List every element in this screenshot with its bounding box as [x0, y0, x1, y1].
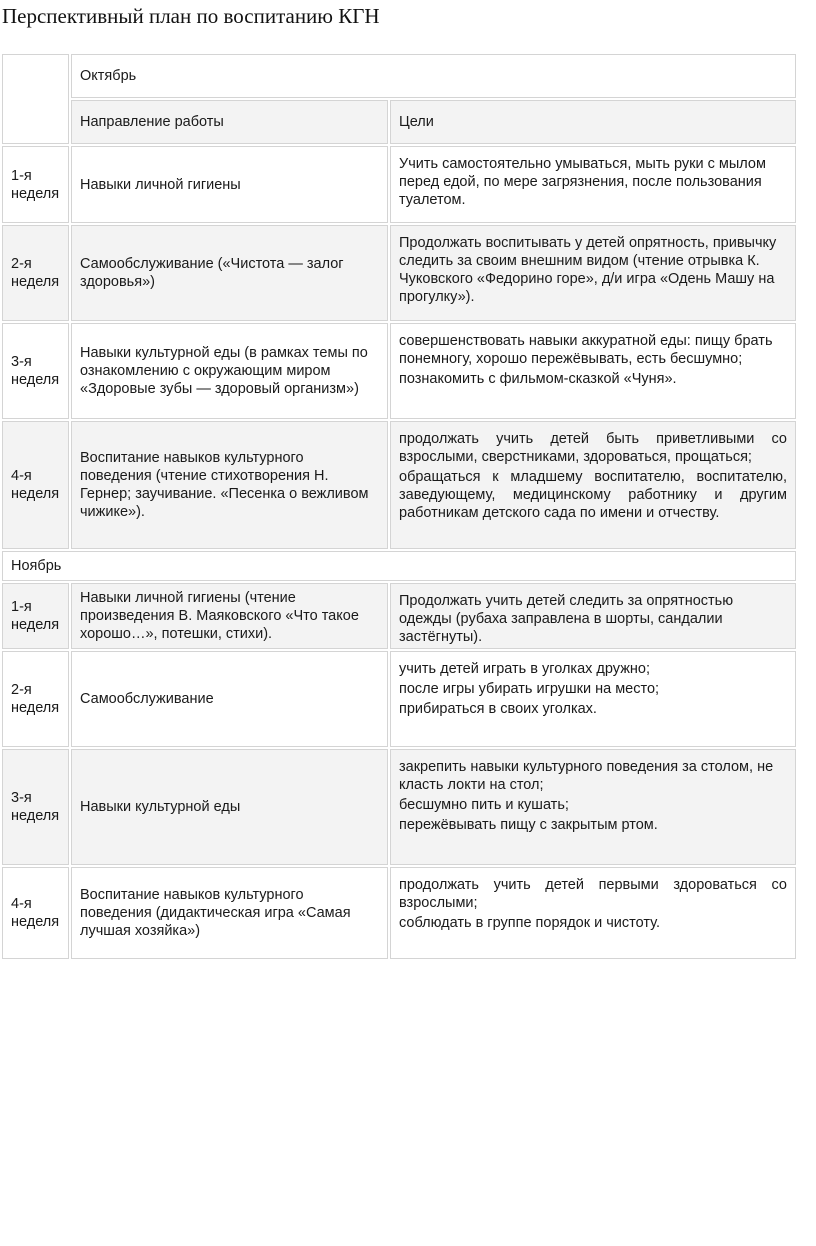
- goals-cell: [390, 323, 796, 419]
- goals-cell: [390, 583, 796, 649]
- goals-cell: [390, 225, 796, 321]
- goals-cell: [390, 749, 796, 865]
- goal-text: прибираться в своих уголках.: [399, 701, 597, 717]
- goals-cell: [390, 146, 796, 223]
- direction-cell: Навыки личной гигиены (чтение произведения В. Маяковского «Что такое хорошо…», потешки, стихи).: [71, 583, 388, 649]
- week-cell: 2-я неделя: [2, 651, 69, 747]
- goal-text: учить детей играть в уголках дружно;: [399, 661, 651, 677]
- direction-cell: Воспитание навыков культурного поведения (чтение стихотворения Н. Гернер; заучивание. «Песенка о вежливом чижике»).: [71, 421, 388, 549]
- table-row: [2, 421, 796, 549]
- week-cell: 4-я неделя: [2, 421, 69, 549]
- week-cell: 2-я неделя: [2, 225, 69, 321]
- header-direction: Направление работы: [71, 100, 388, 144]
- table-row: [2, 146, 796, 223]
- goal-text: продолжать учить детей первыми здороваться со взрослыми;: [399, 877, 787, 911]
- header-goals: Цели: [390, 100, 796, 144]
- goal-text: пережёвывать пищу с закрытым ртом.: [399, 817, 658, 833]
- table-row: [2, 867, 796, 959]
- goal-text: бесшумно пить и кушать;: [399, 797, 569, 813]
- plan-table: [0, 52, 798, 961]
- goal-text: закрепить навыки культурного поведения за столом, не класть локти на стол;: [399, 759, 774, 793]
- table-row: [2, 225, 796, 321]
- corner-cell: [2, 54, 69, 144]
- goal-text: после игры убирать игрушки на место;: [399, 681, 660, 697]
- direction-cell: Навыки личной гигиены: [71, 146, 388, 223]
- month-row-november: [2, 551, 796, 581]
- page-title: Перспективный план по воспитанию КГН: [2, 4, 380, 28]
- week-cell: 3-я неделя: [2, 323, 69, 419]
- goal-text: Продолжать воспитывать у детей опрятность, привычку следить за своим внешним видом (чтение отрывка К. Чуковского «Федорино горе», д/и игра «Одень Машу на прогулку»).: [399, 235, 777, 305]
- direction-cell: Самообслуживание: [71, 651, 388, 747]
- table-row: [2, 749, 796, 865]
- goals-cell: [390, 867, 796, 959]
- goal-text: совершенствовать навыки аккуратной еды: пищу брать понемногу, хорошо пережёвывать, есть бесшумно;: [399, 333, 773, 367]
- goal-text: Продолжать учить детей следить за опрятностью одежды (рубаха заправлена в шорты, сандалии застёгнуты).: [399, 593, 734, 645]
- goal-text: познакомить с фильмом-сказкой «Чуня».: [399, 371, 677, 387]
- direction-cell: Воспитание навыков культурного поведения (дидактическая игра «Самая лучшая хозяйка»): [71, 867, 388, 959]
- goal-text: продолжать учить детей быть приветливыми со взрослыми, сверстниками, здороваться, прощаться;: [399, 431, 787, 465]
- month-row-october: [2, 54, 796, 98]
- month-label: Октябрь: [71, 54, 796, 98]
- week-cell: 4-я неделя: [2, 867, 69, 959]
- table-row: [2, 323, 796, 419]
- goals-cell: [390, 421, 796, 549]
- direction-cell: Навыки культурной еды: [71, 749, 388, 865]
- goal-text: соблюдать в группе порядок и чистоту.: [399, 915, 660, 931]
- week-cell: 3-я неделя: [2, 749, 69, 865]
- goal-text: Учить самостоятельно умываться, мыть руки с мылом перед едой, по мере загрязнения, после пользования туалетом.: [399, 156, 766, 208]
- goals-cell: [390, 651, 796, 747]
- week-cell: 1-я неделя: [2, 583, 69, 649]
- month-label: Ноябрь: [2, 551, 796, 581]
- direction-cell: Навыки культурной еды (в рамках темы по ознакомлению с окружающим миром «Здоровые зубы — здоровый организм»): [71, 323, 388, 419]
- direction-cell: Самообслуживание («Чистота — залог здоровья»): [71, 225, 388, 321]
- goal-text: обращаться к младшему воспитателю, воспитателю, заведующему, медицинскому работнику и другим работникам детского сада по имени и отчеству.: [399, 469, 787, 521]
- table-row: [2, 583, 796, 649]
- header-row: [2, 100, 796, 144]
- table-row: [2, 651, 796, 747]
- week-cell: 1-я неделя: [2, 146, 69, 223]
